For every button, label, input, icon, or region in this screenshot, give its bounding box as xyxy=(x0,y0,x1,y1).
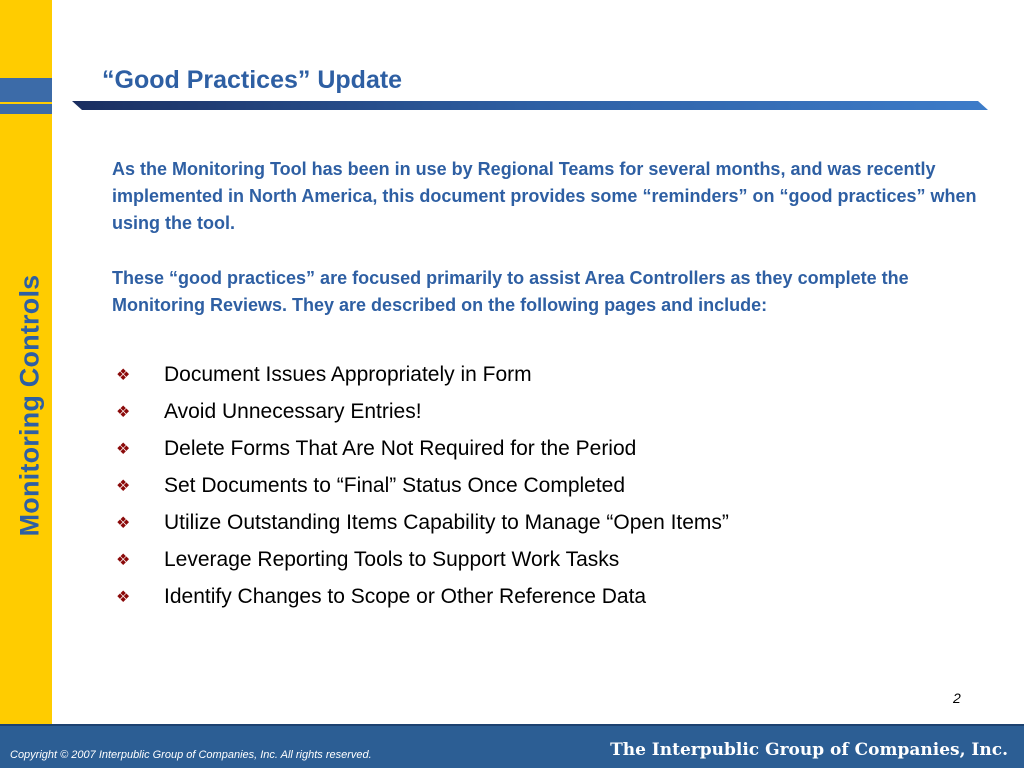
diamond-bullet-icon: ❖ xyxy=(116,588,131,606)
list-item xyxy=(116,578,729,615)
title-underline-rule xyxy=(72,101,988,110)
sidebar-accent-strip xyxy=(0,104,52,114)
list-item-text: Document Issues Appropriately in Form xyxy=(164,362,532,386)
list-item xyxy=(116,393,729,430)
copyright-notice: Copyright © 2007 Interpublic Group of Companies, Inc. All rights reserved. xyxy=(10,749,372,761)
list-item xyxy=(116,541,729,578)
list-item-text: Leverage Reporting Tools to Support Work Tasks xyxy=(164,547,620,571)
list-item-text: Utilize Outstanding Items Capability to Manage “Open Items” xyxy=(164,510,729,534)
list-item-text: Set Documents to “Final” Status Once Completed xyxy=(164,473,626,497)
diamond-bullet-icon: ❖ xyxy=(116,366,131,384)
list-item xyxy=(116,430,729,467)
list-item-text: Identify Changes to Scope or Other Reference Data xyxy=(164,584,647,608)
list-item-text: Delete Forms That Are Not Required for the Period xyxy=(164,436,637,460)
diamond-bullet-icon: ❖ xyxy=(116,440,131,458)
diamond-bullet-icon: ❖ xyxy=(116,403,131,421)
diamond-bullet-icon: ❖ xyxy=(116,477,131,495)
diamond-bullet-icon: ❖ xyxy=(116,551,131,569)
scope-paragraph: These “good practices” are focused primarily to assist Area Controllers as they complete the Monitoring Reviews. They are described on the following pages and include: xyxy=(112,268,909,315)
list-item-text: Avoid Unnecessary Entries! xyxy=(164,399,422,423)
good-practices-list xyxy=(116,356,729,615)
company-name: The Interpublic Group of Companies, Inc. xyxy=(610,740,1008,760)
page-number: 2 xyxy=(953,690,961,706)
list-item xyxy=(116,504,729,541)
slide-title: “Good Practices” Update xyxy=(102,66,403,94)
diamond-bullet-icon: ❖ xyxy=(116,514,131,532)
sidebar-vertical-title: Monitoring Controls xyxy=(14,274,45,537)
footer-bar xyxy=(0,724,1024,768)
sidebar-accent-block xyxy=(0,78,52,102)
intro-paragraph: As the Monitoring Tool has been in use by Regional Teams for several months, and was recently implemented in North America, this document provides some “reminders” on “good practices” when using the tool. xyxy=(112,159,977,233)
list-item xyxy=(116,356,729,393)
list-item xyxy=(116,467,729,504)
